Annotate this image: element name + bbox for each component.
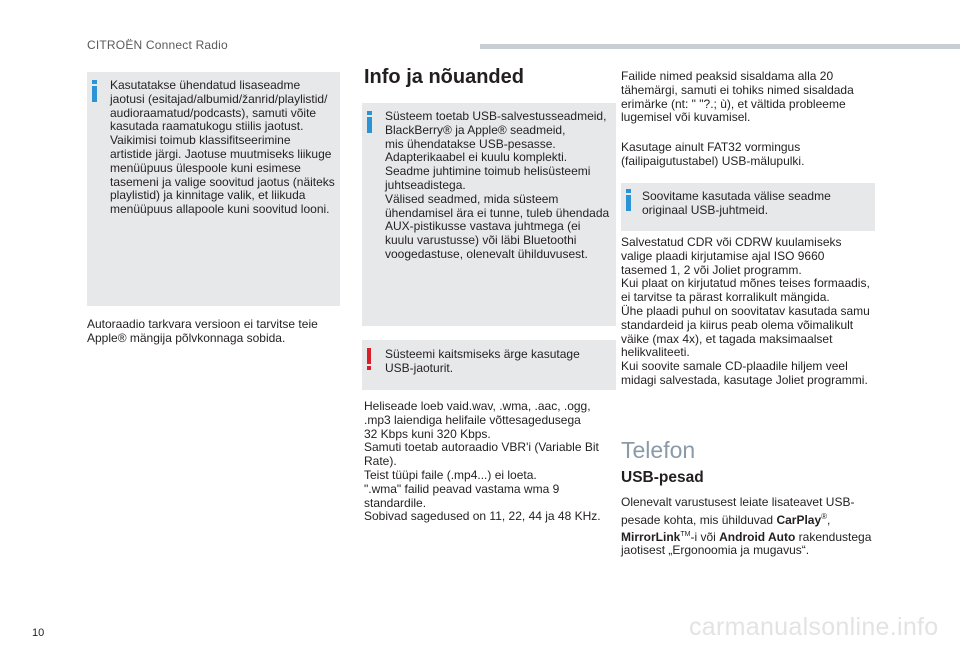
trademark-mark: TM [680, 530, 691, 538]
section-heading: Info ja nõuanded [364, 66, 524, 88]
info-note-box [621, 183, 875, 231]
document-header-title: CITROËN Connect Radio [87, 38, 228, 52]
info-note-text: Kasutatakse ühendatud lisaseadme jaotusi (esitajad/albumid/žanrid/playlistid/ audioraamatud/podcasts), samuti võite kasutada raamatukogu stiilis jaotust. Vaikimisi toimub klassifitseerimine artistide järgi. Jaotuse muutmiseks liikuge menüüpuus ülespoole kuni esimese tasemeni ja valige soovitud jaotus (näiteks playlistid) ja kinnitage valik, et liikuda menüüpuus allapoole kuni soovitud looni. [110, 78, 335, 217]
header-divider-bar [480, 44, 960, 49]
page-number: 10 [32, 627, 45, 639]
body-paragraph [621, 496, 901, 558]
chapter-title: Telefon [621, 437, 696, 463]
info-note-box [362, 103, 616, 326]
info-icon [626, 195, 631, 211]
info-icon [367, 117, 372, 133]
body-paragraph: Kasutage ainult FAT32 vormingus (failipaigutustabel) USB-mälupulki. [621, 140, 805, 168]
info-icon [92, 86, 97, 102]
body-paragraph: Failide nimed peaksid sisaldama alla 20 tähemärgi, samuti ei tohiks nimed sisaldada erimärke (nt: " "?.; ù), et vältida probleeme lugemisel või kuvamisel. [621, 69, 854, 125]
subsection-heading: USB-pesad [621, 469, 704, 486]
warning-note-text: Süsteemi kaitsmiseks ärge kasutage USB-jaoturit. [385, 347, 580, 375]
android-auto-term: Android Auto [719, 529, 796, 544]
mirrorlink-term: MirrorLink [621, 529, 681, 544]
carplay-term: CarPlay [776, 512, 822, 527]
text-run: , [827, 512, 831, 527]
watermark: carmanualsonline.info [689, 613, 939, 641]
body-paragraph: Autoraadio tarkvara versioon ei tarvitse teie Apple® mängija põlvkonnaga sobida. [87, 317, 318, 345]
registered-mark: ® [821, 511, 828, 521]
text-run: rakendustega jaotisest „Ergonoomia ja mugavus“. [621, 529, 872, 558]
warning-icon [367, 348, 371, 364]
text-run: Olenevalt varustusest leiate lisateavet USB- pesade kohta, mis ühilduvad [621, 495, 855, 527]
warning-note-box [362, 340, 616, 390]
body-paragraph: Salvestatud CDR või CDRW kuulamiseks valige plaadi kirjutamise ajal ISO 9660 tasemed 1, 2 või Joliet programm. Kui plaat on kirjutatud mõnes teises formaadis, ei tarvitse ta pärast korralikult mängida. Ühe plaadi puhul on soovitatav kasutada samu standardeid ja kiirus peab olema võimalikult väike (max 4x), et tagada maksimaalset helikvaliteeti. Kui soovite samale CD-plaadile hiljem veel midagi salvestada, kasutage Joliet programmi. [621, 235, 870, 387]
info-note-text: Soovitame kasutada välise seadme originaal USB-juhtmeid. [642, 189, 831, 217]
body-paragraph: Heliseade loeb vaid.wav, .wma, .aac, .ogg, .mp3 laiendiga helifaile võttesagedusega 32 Kbps kuni 320 Kbps. Samuti toetab autoraadio VBR'i (Variable Bit Rate). Teist tüüpi faile (.mp4...) ei loeta. ".wma" failid peavad vastama wma 9 standardile. Sobivad sagedused on 11, 22, 44 ja 48 KHz. [364, 399, 601, 524]
info-note-box [87, 72, 340, 306]
info-note-text: Süsteem toetab USB-salvestusseadmeid, BlackBerry® ja Apple® seadmeid, mis ühendatakse USB-pesasse. Adapterikaabel ei kuulu komplekti. Seadme juhtimine toimub helisüsteemi juhtseadistega. Välised seadmed, mida süsteem ühendamisel ära ei tunne, tuleb ühendada AUX-pistikusse vastava juhtmega (ei kuulu varustusse) või läbi Bluetoothi voogedastuse, olenevalt ühilduvusest. [385, 109, 610, 261]
text-run: -i või [690, 529, 720, 544]
